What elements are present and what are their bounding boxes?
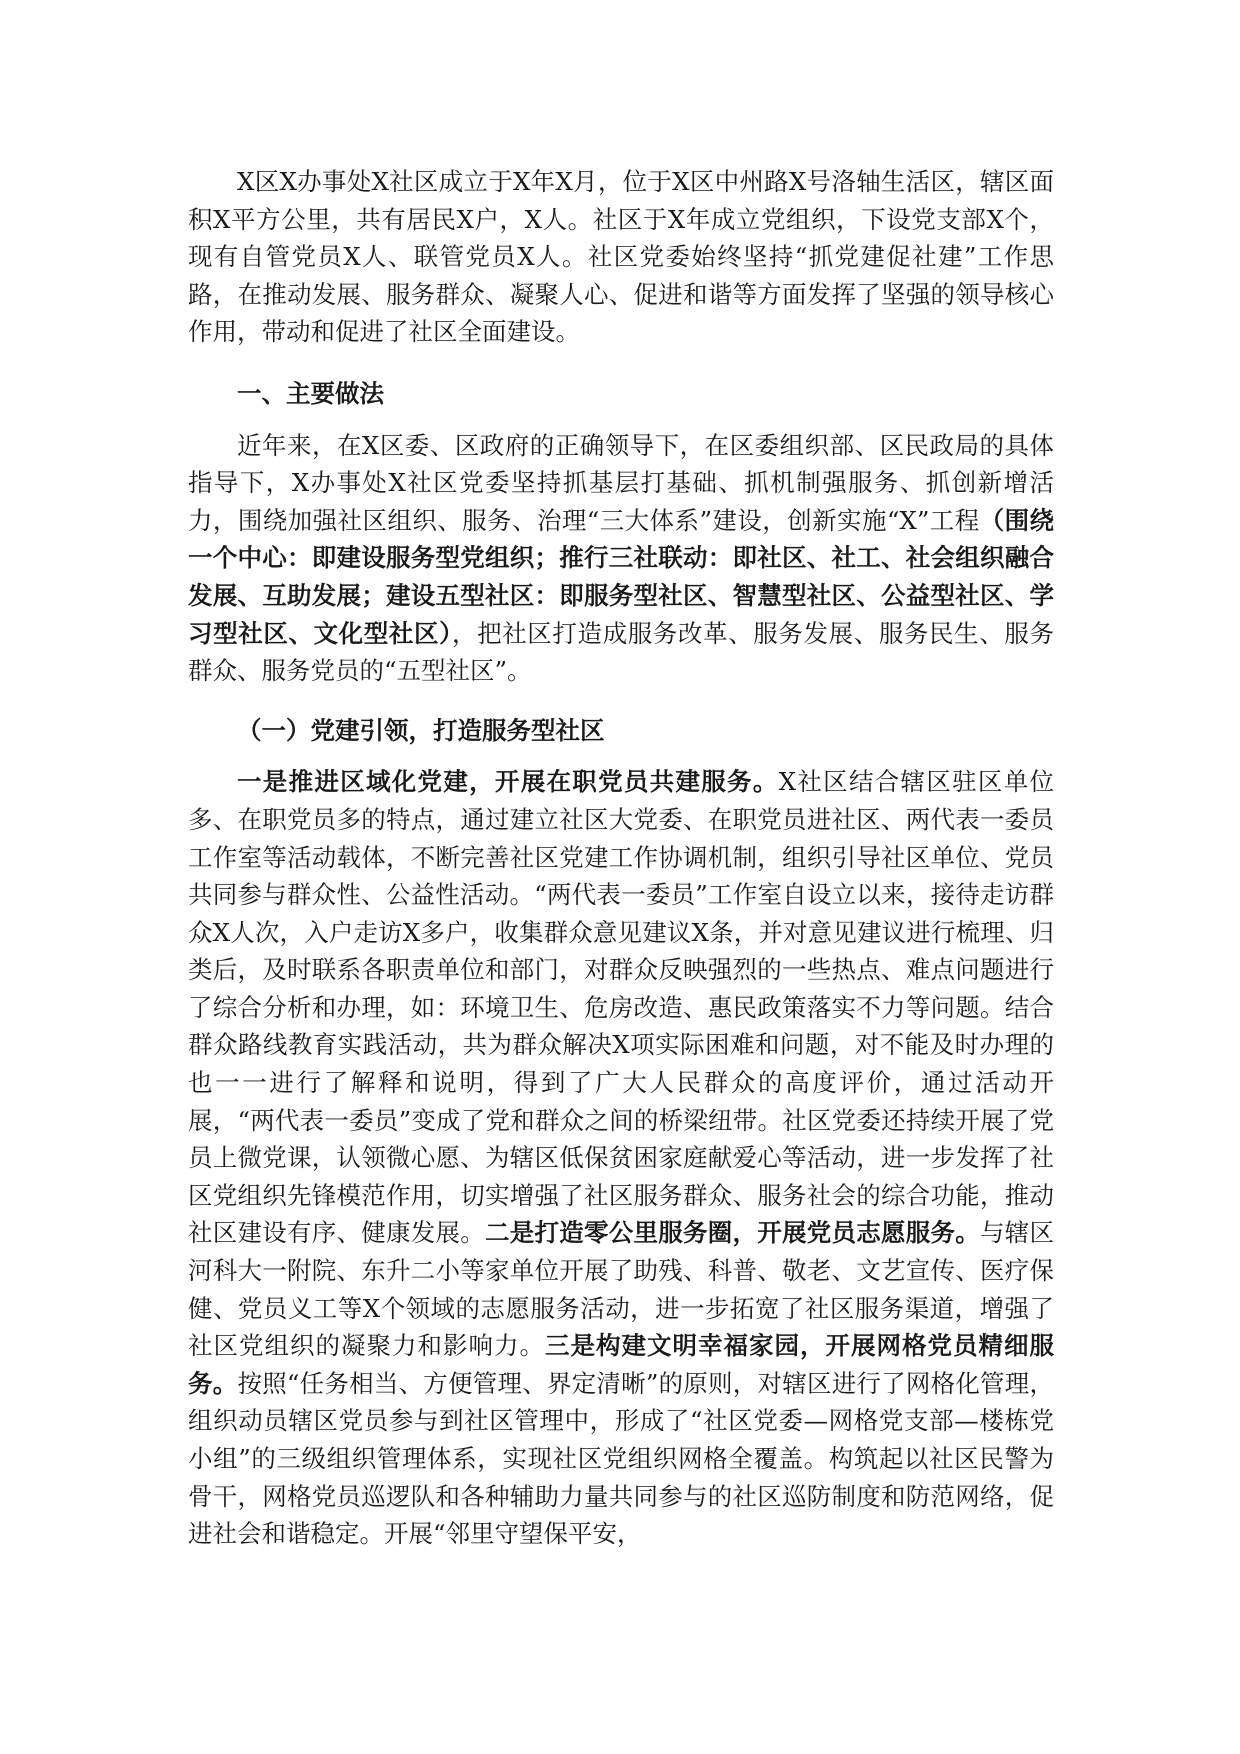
paragraph-text: 与辖区河科大一附院、东升二小等家单位开展了助残、科普、敬老、文艺宣传、医疗保健、党员义工等X个领域的志愿服务活动，进一步拓宽了社区服务渠道，增强了社区党组织的凝聚力和影响力。 xyxy=(188,1218,1054,1361)
spacer xyxy=(188,351,1054,375)
section-paragraph xyxy=(188,427,1054,690)
spacer xyxy=(188,413,1054,427)
paragraph-text: ，把社区打造成服务改革、服务发展、服务民生、服务群众、服务党员的“五型社区”。 xyxy=(188,618,1055,686)
section-heading: 一、主要做法 xyxy=(237,378,384,408)
bold-text: 三是构建文明幸福家园，开展网格党员精细服务。 xyxy=(188,1331,1054,1398)
subsection-heading: （一）党建引领，打造服务型社区 xyxy=(237,715,605,745)
bold-text: 一是推进区域化党建，开展在职党员共建服务。 xyxy=(237,767,779,797)
spacer xyxy=(188,749,1054,763)
subsection-paragraph xyxy=(188,763,1054,1552)
paragraph-text: 近年来，在X区委、区政府的正确领导下，在区委组织部、区民政局的具体指导下，X办事处X社区党委坚持抓基层打基础、抓机制强服务、抓创新增活力，围绕加强社区组织、服务、治理“三大体系”建设，创新实施“X”工程 xyxy=(188,430,1054,535)
paragraph-text: X社区结合辖区驻区单位多、在职党员多的特点，通过建立社区大党委、在职党员进社区、两代表一委员工作室等活动载体，不断完善社区党建工作协调机制，组织引导社区单位、党员共同参与群众性、公益性活动。“两代表一委员”工作室自设立以来，接待走访群众X人次，入户走访X多户，收集群众意见建议X条，并对意见建议进行梳理、归类后，及时联系各职责单位和部门，对群众反映强烈的一些热点、难点问题进行了综合分析和办理，如：环境卫生、危房改造、惠民政策落实不力等问题。结合群众路线教育实践活动，共为群众解决X项实际困难和问题，对不能及时办理的也一一进行了解释和说明，得到了广大人民群众的高度评价，通过活动开展，“两代表一委员”变成了党和群众之间的桥梁纽带。社区党委还持续开展了党员上微党课，认领微心愿、为辖区低保贫困家庭献爱心等活动，进一步发挥了社区党组织先锋模范作用，切实增强了社区服务群众、服务社会的综合功能，推动社区建设有序、健康发展。 xyxy=(188,767,1054,1248)
paragraph-text: 按照“任务相当、方便管理、界定清晰”的原则，对辖区进行了网格化管理，组织动员辖区党员参与到社区管理中，形成了“社区党委—网格党支部—楼栋党小组”的三级组织管理体系，实现社区党组织网格全覆盖。构筑起以社区民警为骨干，网格党员巡逻队和各种辅助力量共同参与的社区巡防制度和防范网络，促进社会和谐稳定。开展“邻里守望保平安， xyxy=(188,1368,1055,1549)
intro-paragraph: X区X办事处X社区成立于X年X月，位于X区中州路X号洛轴生活区，辖区面积X平方公里，共有居民X户，X人。社区于X年成立党组织，下设党支部X个，现有自管党员X人、联管党员X人。社区党委始终坚持“抓党建促社建”工作思路，在推动发展、服务群众、凝聚人心、促进和谐等方面发挥了坚强的领导核心作用，带动和促进了社区全面建设。 xyxy=(188,167,1054,347)
bold-text: 二是打造零公里服务圈，开展党员志愿服务。 xyxy=(485,1218,980,1248)
bold-text: （围绕一个中心：即建设服务型党组织；推行三社联动：即社区、社工、社会组织融合发展、互助发展；建设五型社区：即服务型社区、智慧型社区、公益型社区、学习型社区、文化型社区） xyxy=(188,505,1055,648)
document-page xyxy=(188,163,1054,1553)
spacer xyxy=(188,690,1054,712)
